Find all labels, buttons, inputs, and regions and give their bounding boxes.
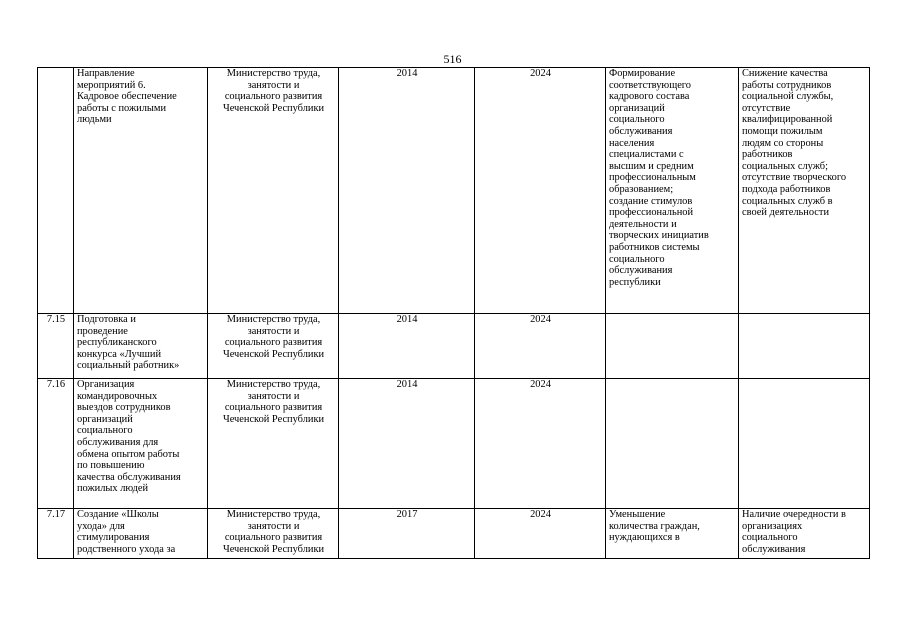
measures-table (37, 67, 870, 559)
expected-result-cell (606, 314, 739, 379)
non-implementation-consequences: Наличие очередности в организациях социального обслуживания (742, 509, 846, 555)
row-number: 7.16 (46, 379, 66, 390)
page-number: 516 (443, 52, 462, 66)
executor: Министерство труда, занятости и социального развития Чеченской Республики (222, 314, 325, 360)
expected-result-cell (606, 68, 739, 314)
expected-result-cell (606, 509, 739, 559)
risk-cell (739, 379, 870, 509)
row-number-cell (38, 379, 74, 509)
table-row (38, 314, 870, 379)
start-year-cell (339, 379, 475, 509)
end-year: 2024 (530, 509, 551, 520)
measure-name: Создание «Школы ухода» для стимулирования родственного ухода за (77, 509, 176, 555)
start-year-cell (339, 314, 475, 379)
table-row (38, 509, 870, 559)
end-year: 2024 (530, 379, 551, 390)
measure-name-cell (74, 509, 208, 559)
end-year-cell (475, 509, 606, 559)
start-year-cell (339, 509, 475, 559)
end-year-cell (475, 314, 606, 379)
executor-cell (208, 68, 339, 314)
end-year: 2024 (530, 68, 551, 79)
risk-cell (739, 68, 870, 314)
executor: Министерство труда, занятости и социального развития Чеченской Республики (222, 379, 325, 425)
start-year: 2014 (396, 379, 418, 390)
start-year: 2014 (396, 68, 418, 79)
end-year: 2024 (530, 314, 551, 325)
risk-cell (739, 314, 870, 379)
row-number-cell (38, 68, 74, 314)
row-number-cell (38, 509, 74, 559)
executor: Министерство труда, занятости и социального развития Чеченской Республики (222, 509, 325, 555)
table-row (38, 379, 870, 509)
non-implementation-consequences: Снижение качества работы сотрудников социальной службы, отсутствие квалифицированной помощи пожилым людям со стороны работников социальных служб; отсутствие творческого подхода работников социальных служб в своей деятельности (742, 68, 847, 219)
expected-result: Уменьшение количества граждан, нуждающихся в (609, 509, 700, 544)
table-row (38, 68, 870, 314)
row-number: 7.15 (46, 314, 66, 325)
expected-result: Формирование соответствующего кадрового состава организаций социального обслуживания населения специалистами с высшим и средним профессиональным образованием; создание стимулов профессиональной деятельности и творческих инициатив работников системы социального обслуживания республики (609, 68, 709, 288)
row-number-cell (38, 314, 74, 379)
expected-result-cell (606, 379, 739, 509)
start-year-cell (339, 68, 475, 314)
start-year: 2017 (396, 509, 418, 520)
measure-name-cell (74, 379, 208, 509)
executor-cell (208, 509, 339, 559)
measure-name-cell (74, 68, 208, 314)
start-year: 2014 (396, 314, 418, 325)
end-year-cell (475, 68, 606, 314)
end-year-cell (475, 379, 606, 509)
row-number: 7.17 (46, 509, 66, 520)
executor: Министерство труда, занятости и социального развития Чеченской Республики (222, 68, 325, 114)
executor-cell (208, 379, 339, 509)
risk-cell (739, 509, 870, 559)
measure-name-cell (74, 314, 208, 379)
measure-name: Направление мероприятий 6. Кадровое обеспечение работы с пожилыми людьми (77, 68, 177, 126)
measure-name: Подготовка и проведение республиканского конкурса «Лучший социальный работник» (77, 314, 180, 372)
measure-name: Организация командировочных выездов сотрудников организаций социального обслуживания для обмена опытом работы по повышению качества обслуживания пожилых людей (77, 379, 181, 495)
executor-cell (208, 314, 339, 379)
